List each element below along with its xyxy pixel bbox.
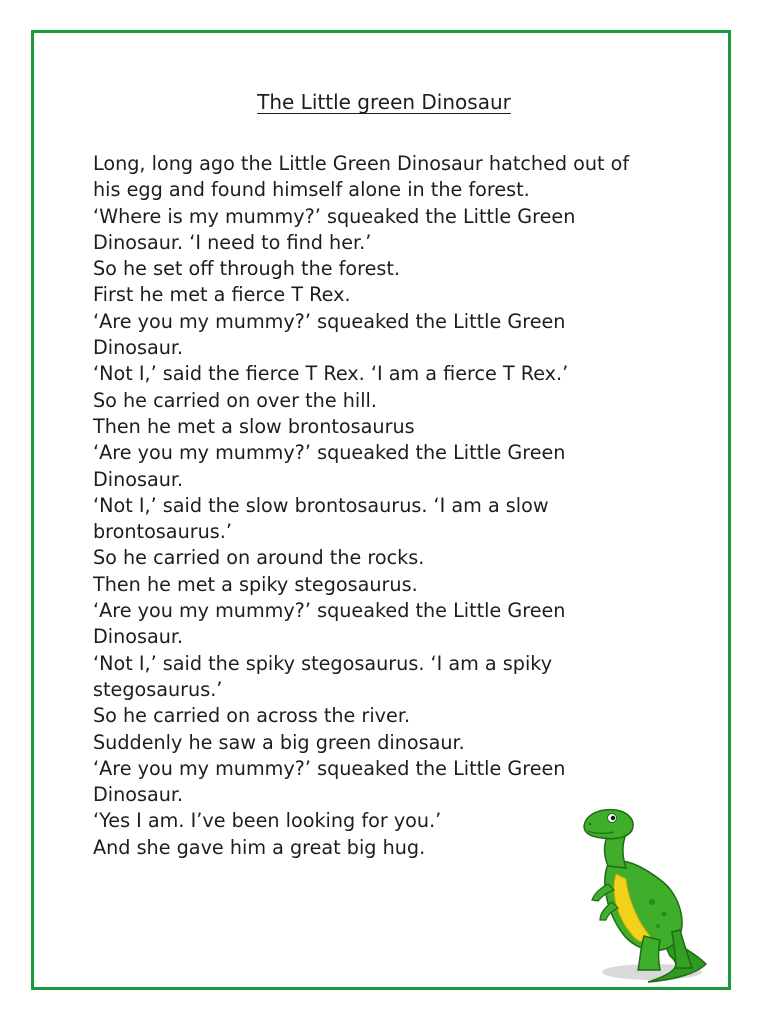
story-line: Dinosaur. <box>93 336 184 360</box>
story-line: ‘Not I,’ said the fierce T Rex. ‘I am a fierce T Rex.’ <box>93 362 569 386</box>
story-line: ‘Not I,’ said the spiky stegosaurus. ‘I am a spiky <box>93 651 553 675</box>
story-line: So he carried on across the river. <box>93 704 411 728</box>
story-line: Dinosaur. <box>93 625 184 649</box>
story-line: stegosaurus.’ <box>93 677 223 701</box>
story-line: First he met a fierce T Rex. <box>93 283 351 307</box>
story-line: ‘Are you my mummy?’ squeaked the Little Green <box>93 441 566 465</box>
story-line: Then he met a spiky stegosaurus. <box>93 572 418 596</box>
story-line: Suddenly he saw a big green dinosaur. <box>93 730 465 754</box>
story-text <box>93 151 693 861</box>
story-line: ‘Are you my mummy?’ squeaked the Little Green <box>93 756 566 780</box>
story-line: ‘Where is my mummy?’ squeaked the Little Green <box>93 204 576 228</box>
story-line: ‘Are you my mummy?’ squeaked the Little Green <box>93 309 566 333</box>
story-line: Then he met a slow brontosaurus <box>93 414 415 438</box>
story-line: Dinosaur. <box>93 467 184 491</box>
story-line: his egg and found himself alone in the forest. <box>93 178 530 202</box>
story-line: So he set off through the forest. <box>93 257 401 281</box>
green-dinosaur-icon <box>578 804 714 990</box>
story-line: brontosaurus.’ <box>93 520 232 544</box>
story-line: ‘Are you my mummy?’ squeaked the Little Green <box>93 599 566 623</box>
story-line: Dinosaur. ‘I need to find her.’ <box>93 230 372 254</box>
story-line: Long, long ago the Little Green Dinosaur hatched out of <box>93 152 630 175</box>
story-line: So he carried on around the rocks. <box>93 546 425 570</box>
story-line: Dinosaur. <box>93 783 184 807</box>
story-line: ‘Not I,’ said the slow brontosaurus. ‘I am a slow <box>93 493 549 517</box>
story-line: And she gave him a great big hug. <box>93 835 426 859</box>
story-line: So he carried on over the hill. <box>93 388 377 412</box>
story-line: ‘Yes I am. I’ve been looking for you.’ <box>93 809 442 833</box>
page-title: The Little green Dinosaur <box>257 90 511 114</box>
